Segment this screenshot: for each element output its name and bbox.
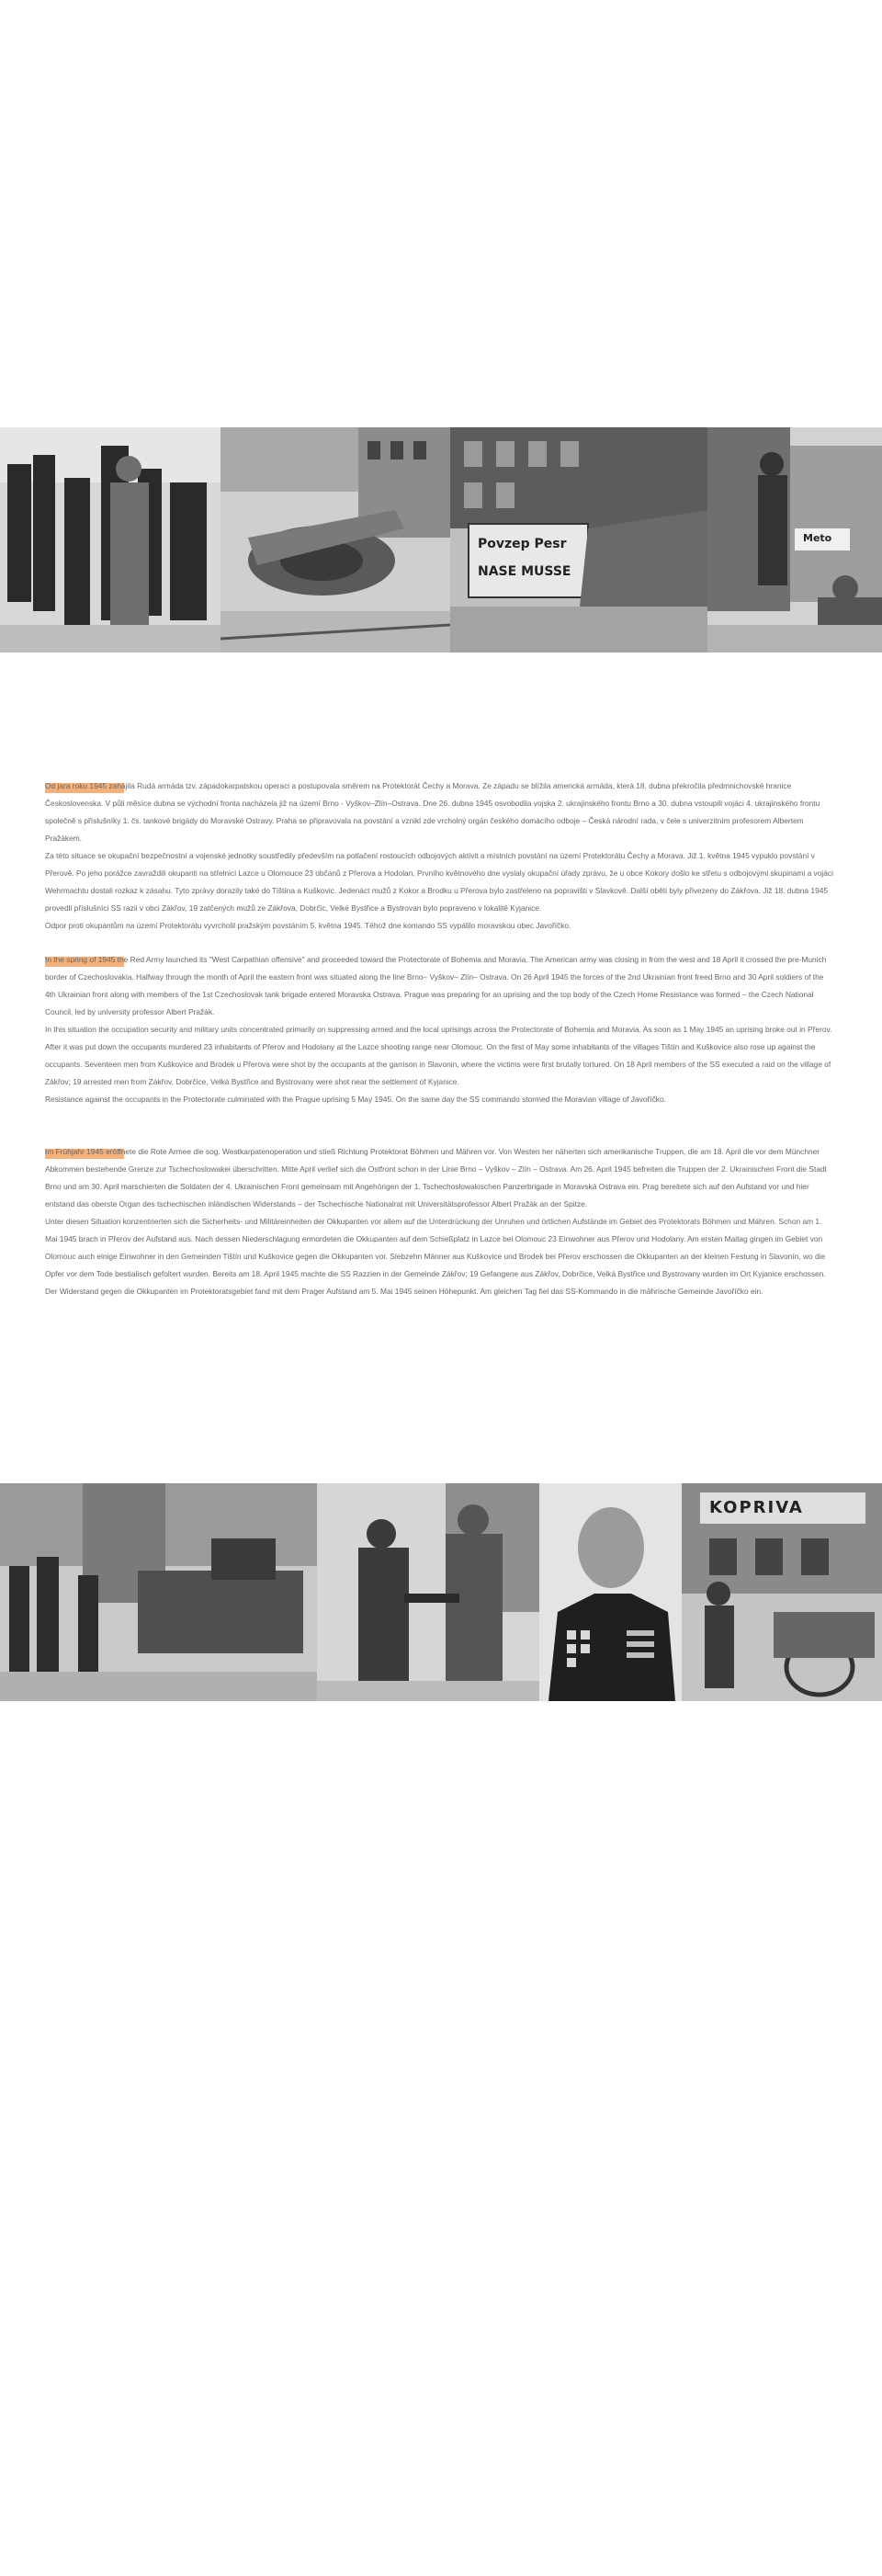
paragraph-cs-2: Za této situace se okupační bezpečnostní a vojenské jednotky soustředily především na potlačení rostoucích odbojových aktivit a místních povstání na území Protektorátu Čechy a Morava. Již 1. května 1945 vypuklo povstání v Přerově. Po jeho porážce zavraždili okupanti na střelnici Lazce u Olomouce 23 občanů z Přerova a Hodolan. Prvního květnového dne vyslaly okupační úřady zprávu, že u obce Kokory došlo ke střetu s odbojovými skupinami a vojáci Wehrmachtu dostali rozkaz k zásahu. Tyto zprávy dorazily také do Tištína a Kuškovic. Jedenáct mužů z Kokor a Brodku u Přerova bylo zastřeleno na popravišti v Slavkově. Další oběti byly přivezeny do Zákřova. Již 18. dubna 1945 provedli příslušníci SS razii v obci Zákřov, 19 zatčených mužů ze Zákřova, Dobrčic, Velké Bystřice a Bystrovan bylo popraveno v lokalitě Kyjanice. [45, 851, 833, 913]
section-german [45, 1143, 835, 1300]
paragraph-en-1: In the spring of 1945 the Red Army launched its "West Carpathian offensive" and proceeded toward the Protectorate of Bohemia and Moravia. The American army was closing in from the west and 18 April it crossed the pre-Munich border of Czechoslovakia. Halfway through the month of April the eastern front was situated along the line Brno– Vyškov– Zlín– Ostrava. On 26 April 1945 the forces of the 2nd Ukrainian front freed Brno and 30 April soldiers of the 4th Ukrainian front along with members of the 1st Czechoslovak tank brigade entered Moravska Ostrava. Prague was preparing for an uprising and the top body of the Czech Home Resistance was formed – the Czech National Council, led by university professor Albert Pražák. [45, 955, 827, 1016]
photo-barricade [450, 427, 707, 653]
photo-soldiers-street [317, 1483, 539, 1701]
kopriva-sign-text: KOPRIVA [709, 1498, 804, 1517]
paragraph-en-2: In this situation the occupation security and military units concentrated primarily on suppressing armed and the local uprisings across the Protectorate of Bohemia and Moravia. As soon as 1 May 1945 an uprising broke out in Přerov. After it was put down the occupants murdered 23 inhabitants of Přerov and Hodolany at the Lazce shooting range near Olomouc. On the first of May some inhabitants of the villages Tištín and Kuškovice also rose up against the occupants. Seventeen men from Kuškovice and Brodek u Přerova were shot by the occupants at the garrison in Slavonin, where the victims were first brutally tortured. On 18 April members of the SS executed a raid on the village of Zákřov; 19 arrested men from Zákřov, Dobrčice, Velká Bystřice and Bystrovany were shot near the settlement of Kyjanice. [45, 1025, 832, 1086]
photo-soldiers-tank [0, 1483, 317, 1701]
photo-kopriva-cart [682, 1483, 882, 1701]
photo-wrecked-plane [220, 427, 450, 653]
paragraph-de-2: Unter diesen Situation konzentrierten sich die Sicherheits- und Militäreinheiten der Okkupanten vor allem auf die Unterdrückung der Unruhen und örtlichen Aufstände im Gebiet des Protektorats Böhmen und Mähren. Schon am 1. Mai 1945 brach in Přerov der Aufstand aus. Nach dessen Niederschlagung ermordeten die Okkupanten auf dem Schießplatz in Lazce bei Olomouc 23 Einwohner aus Přerov und Hodolany. Am ersten Maitag gingen im Gebiet von Olomouc auch einige Einwohner in den Gemeinden Tištín und Kuškovice gegen die Okkupanten vor. Siebzehn Männer aus Kuškovice und Brodek bei Přerov erschossen die Okkupanten an der kleinen Festung in Slavonín, wo die Opfer vor dem Tode bestialisch gefoltert wurden. Bereits am 18. April 1945 machte die SS Razzien in der Gemeinde Zákřov; 19 Gefangene aus Zákřov, Dobrčice, Velká Bystřice und Bystrovany wurden im Ort Kyjanice erschossen. [45, 1217, 826, 1278]
photo-street-fighter [707, 427, 882, 653]
paragraph-en-3: Resistance against the occupants in the Protectorate culminated with the Prague uprising 5 May 1945. On the same day the SS commando stormed the Moravian village of Javoříčko. [45, 1095, 666, 1104]
photo-soldiers-saluting [0, 427, 220, 653]
paragraph-cs-1: Od jara roku 1945 zahájila Rudá armáda tzv. západokarpatskou operaci a postupovala směrem na Protektorát Čechy a Morava. Ze západu se blížila americká armáda, která 18. dubna překročila předmnichovské hranice Československa. V půli měsíce dubna se východní fronta nacházela již na území Brno - Vyškov–Zlín–Ostrava. Dne 26. dubna 1945 osvobodila vojska 2. ukrajinského frontu Brno a 30. dubna vstoupili vojáci 4. ukrajinského frontu společně s příslušníky 1. čs. tankové brigády do Moravské Ostravy. Praha se připravovala na povstání a vznikl zde vrcholný orgán českého domácího odboje – Česká národní rada, v čele s univerzitním profesorem Albertem Pražákem. [45, 781, 820, 843]
section-english [45, 951, 835, 1108]
section-czech [45, 777, 835, 935]
paragraph-de-3: Der Widerstand gegen die Okkupanten im Protektoratsgebiet fand mit dem Prager Aufstand am 5. Mai 1945 seinen Höhepunkt. Am gleichen Tag fiel das SS-Kommando in die mährische Gemeinde Javoříčko ein. [45, 1287, 763, 1296]
paragraph-de-1: Im Frühjahr 1945 eröffnete die Rote Armee die sog. Westkarpatenoperation und stieß Richtung Protektorat Böhmen und Mähren vor. Von Westen her näherten sich amerikanische Truppen, die am 18. April die vor dem Münchner Abkommen bestehende Grenze zur Tschechoslowakei überschritten. Mitte April verlief sich die Ostfront schon in der Linie Brno – Vyškov – Zlín – Ostrava. Am 26. April 1945 befreiten die Truppen der 2. Ukrainischen Front die Stadt Brno und am 30. April marschierten die Soldaten der 4. Ukrainischen Front gemeinsam mit Angehörigen der 1. Tschechoslowakischen Panzerbrigade in Moravská Ostrava ein. Prag bereitete sich auf den Aufstand vor und hier entstand das oberste Organ des tschechischen inländischen Widerstands – der Tschechische Nationalrat mit Universitätsprofessor Albert Pražák an der Spitze. [45, 1147, 827, 1209]
bottom-photo-strip [0, 1483, 882, 1701]
top-photo-strip [0, 427, 882, 653]
street-sign-text: Meto [803, 532, 832, 544]
paragraph-cs-3: Odpor proti okupantům na území Protektorátu vyvrcholil pražským povstáním 5. května 1945. Téhož dne komando SS vypálilo moravskou obec Javoříčko. [45, 921, 571, 930]
photo-marshal-portrait [539, 1483, 682, 1701]
barricade-sign-text: Povzep Pesr NASE MUSSE [478, 537, 571, 579]
